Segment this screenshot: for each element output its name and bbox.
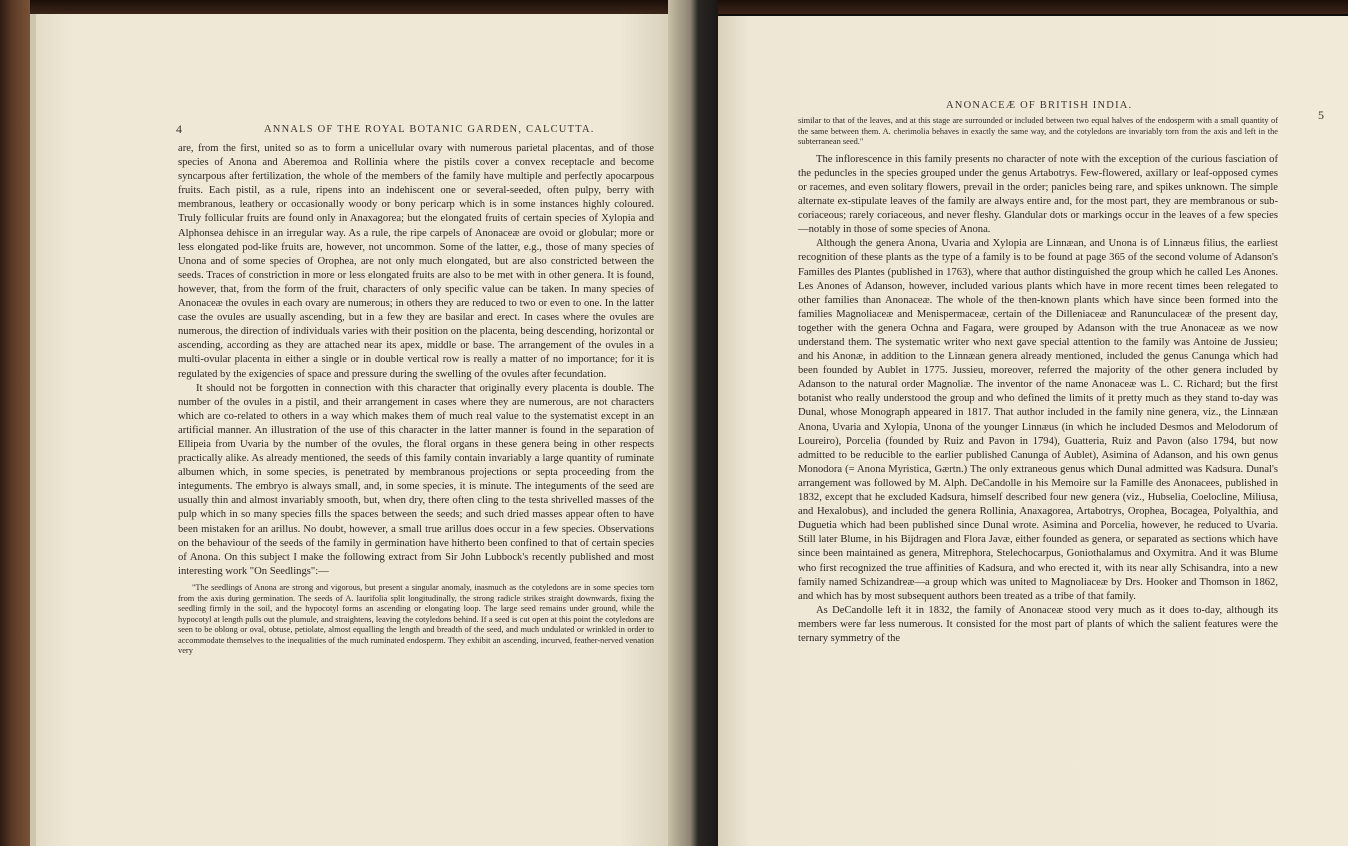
paragraph: Although the genera Anona, Uvaria and Xylopia are Linnæan, and Unona is of Linnæus filius, the earliest recognition of these plants as the type of a family is to be found at page 365 of the second volume of Adanson's Familles des Plantes (published in 1763), where that author distinguished the group which he called Les Anones. Les Anones of Adanson, however, included various plants which have in more recent times been relegated to other families than Anonaceæ. The whole of the then-known plants which have since been formed into the families Magnoliaceæ and Menispermaceæ, certain of the Dilleniaceæ and Ranunculaceæ of the present day, together with the genera Ochna and Fagara, were grouped by Adanson with the true Anonaceæ as we now understand them. The systematic writer who next gave special attention to the family was Antoine de Jussieu; and his Anonæ, in addition to the Linnæan genera already mentioned, included the genus Canunga which had been founded by Aublet in 1775. Jussieu, moreover, referred the majority of the other genera included by Adanson to the natural order Magnoliæ. The inventor of the name Anonaceæ was L. C. Richard; but the first botanist who really understood the group and who defined the limits of it pretty much as they stand to-day was Dunal, whose Monograph appeared in 1817. That author included in the family nine genera, viz., the Linnæan Anona, Uvaria and Xylopia, Unona of the younger Linnæus (in which he included Desmos and Melodorum of Loureiro), Porcelia (founded by Ruiz and Pavon in 1794), Guatteria, Ruiz and Pavon (also 1794, but now admitted to be reducible to the earlier published Canunga of Aublet), Asimina of Adanson, and his own genus Monodora (= Anona Myristica, Gærtn.) The only extraneous genus which Dunal admitted was Kadsura. Dunal's arrangement was followed by M. Alph. DeCandolle in his Memoire sur la Famille des Anonacees, published in 1832, except that he excluded Kadsura, himself described four new genera (viz., Hubselia, Coelocline, Miliusa, and Hexalobus), and included the genera Rollinia, Anaxagorea, Artabotrys, Orophea, Bocagea, Polyalthia, and Duguetia which had been published since Dunal wrote. Asimina and Porcelia, however, he reduced to Uvaria. Still later Blume, in his Bijdragen and Flora Javæ, either founded as genera, or separated as sections which have since been maintained as genera, Mitrephora, Stelechocarpus, Goniothalamus and Oxymitra. And it was Blume who first recognized the true affinities of Kadsura, and who erected it, with its near ally Schisandra, into a new family named Schizandreæ—a group which was united to Magnoliaceæ by Drs. Hooker and Thomson in 1862, and which has by most subsequent authors been treated as a tribe of that family. [798, 238, 1278, 602]
footnote-quote: "The seedlings of Anona are strong and vigorous, but present a singular anomaly, inasmuch as the cotyledons are in some species torn from the axis during germination. The seeds of A. laurifolia split longitudinally, the strong radicle strikes straight downwards, fixing the seedling firmly in the soil, and the hypocotyl forms an ascending or elongating loop. The large seed remains under ground, while the hypocotyl at length pulls out the plumule, and straightens, leaving the cotyledons behind. If a seed is cut open at this point the cotyledons are seen to be oblong or oval, obtuse, petiolate, almost equalling the length and breadth of the seed, and much undulated or wrinkled in order to accommodate themselves to the inequalities of the much ruminated endosperm. They exhibit an ascending, incurved, feather-nerved venation very [178, 582, 654, 656]
running-head-left: ANNALS OF THE ROYAL BOTANIC GARDEN, CALCUTTA. [264, 124, 595, 135]
book-cover-edge [0, 0, 30, 846]
running-head-right: ANONACEÆ OF BRITISH INDIA. [946, 100, 1133, 111]
left-page [30, 14, 670, 846]
page-number-left: 4 [176, 122, 182, 136]
book-spine [668, 0, 718, 846]
page-number-right: 5 [1318, 108, 1324, 122]
right-page [718, 16, 1348, 846]
paragraph: As DeCandolle left it in 1832, the family of Anonaceæ stood very much as it does to-day, although its members were far less numerous. It consisted for the most part of plants of which the salient features were the ternary symmetry of the [798, 604, 1278, 644]
footnote-quote-continued: similar to that of the leaves, and at this stage are surrounded or included between two equal halves of the endosperm with a small quantity of the same between them. A. cherimolia behaves in exactly the same way, and the cotyledons are invariably torn from the axis and left in the subterranean seed." [798, 116, 1278, 147]
paragraph: are, from the first, united so as to form a unicellular ovary with numerous parietal placentas, and of those species of Anona and Aberemoa and Rollinia where the pistils cover a convex receptacle and become syncarpous after fertilization, the whole of the members of the family have multiple and perfectly apocarpous fruits. Each pistil, as a rule, ripens into an indehiscent one or several-seeded, often pulpy, berry with membranous, leathery or occasionally woody or bony pericarp which is in some instances highly coloured. Truly follicular fruits are found only in Anaxagorea; but the elongated fruits of certain species of Xylopia and Alphonsea dehisce in an irregular way. As a rule, the ripe carpels of Anonaceæ are ovoid or globular; more or less elongated pod-like fruits are, however, not uncommon. Some of the latter, e.g., those of many species of Unona and of some species of Orophea, are not only much elongated, but are also constricted between the seeds. Traces of constriction in more or less elongated fruits are also to be met with in other genera. It is found, however, that, from the form of the fruit, characters of only specific value can be taken. In many species of Anonaceæ the ovules in each ovary are numerous; in others they are reduced to two or even to one. In the latter case the ovules are usually ascending, but in a few they are basilar and erect. In cases where the ovules are numerous, the direction of individuals varies with their position on the placenta, being descending, horizontal or ascending, according as they are attached near its apex, middle or base. The arrangement of the ovules in a multi-ovular placenta in either a single or in double vertical row is really a matter of no importance; for it is regulated by the exigencies of space and pressure during the swelling of the ovules after fecundation. [178, 143, 654, 380]
paragraph: It should not be forgotten in connection with this character that originally every placenta is double. The number of the ovules in a pistil, and their arrangement in cases where they are numerous, are not characters which are co-related to others in a way which makes them of much real value to the systematist except in an artificial manner. An illustration of the use of this character in the latter manner is found in the separation of Ellipeia from Uvaria by the number of the ovules, the floral organs in these genera being in other respects practically alike. As already mentioned, the seeds of this family contain invariably a large quantity of ruminate albumen which, in some species, is penetrated by membranous projections or septa proceeding from the integuments. The embryo is always small, and, in some species, it is minute. The integuments of the seed are usually thin and almost invariably smooth, but, when dry, there often cling to the testa shrivelled masses of the pulp which in so many species fills the spaces between the seeds; and such dried masses appear often to have been mistaken for an arillus. No doubt, however, a small true arillus does occur in a few species. Observations on the behaviour of the seeds of the family in germination have hitherto been confined to that of certain species of Anona. On this subject I make the following extract from Sir John Lubbock's recently published and most interesting work "On Seedlings":— [178, 382, 654, 577]
left-page-body [178, 142, 654, 657]
right-page-body [798, 116, 1278, 646]
paragraph: The inflorescence in this family presents no character of note with the exception of the curious fasciation of the peduncles in the species grouped under the genus Artabotrys. Few-flowered, axillary or leaf-opposed cymes or racemes, and even solitary flowers, prevail in the order; panicles being rare, and spikes unknown. The simple alternate ex-stipulate leaves of the family are always entire and, for the most part, they are membranous or sub-coriaceous; rarely coriaceous, and never fleshy. Glandular dots or markings occur in the leaves of a few species—notably in those of some species of Anona. [798, 153, 1278, 236]
